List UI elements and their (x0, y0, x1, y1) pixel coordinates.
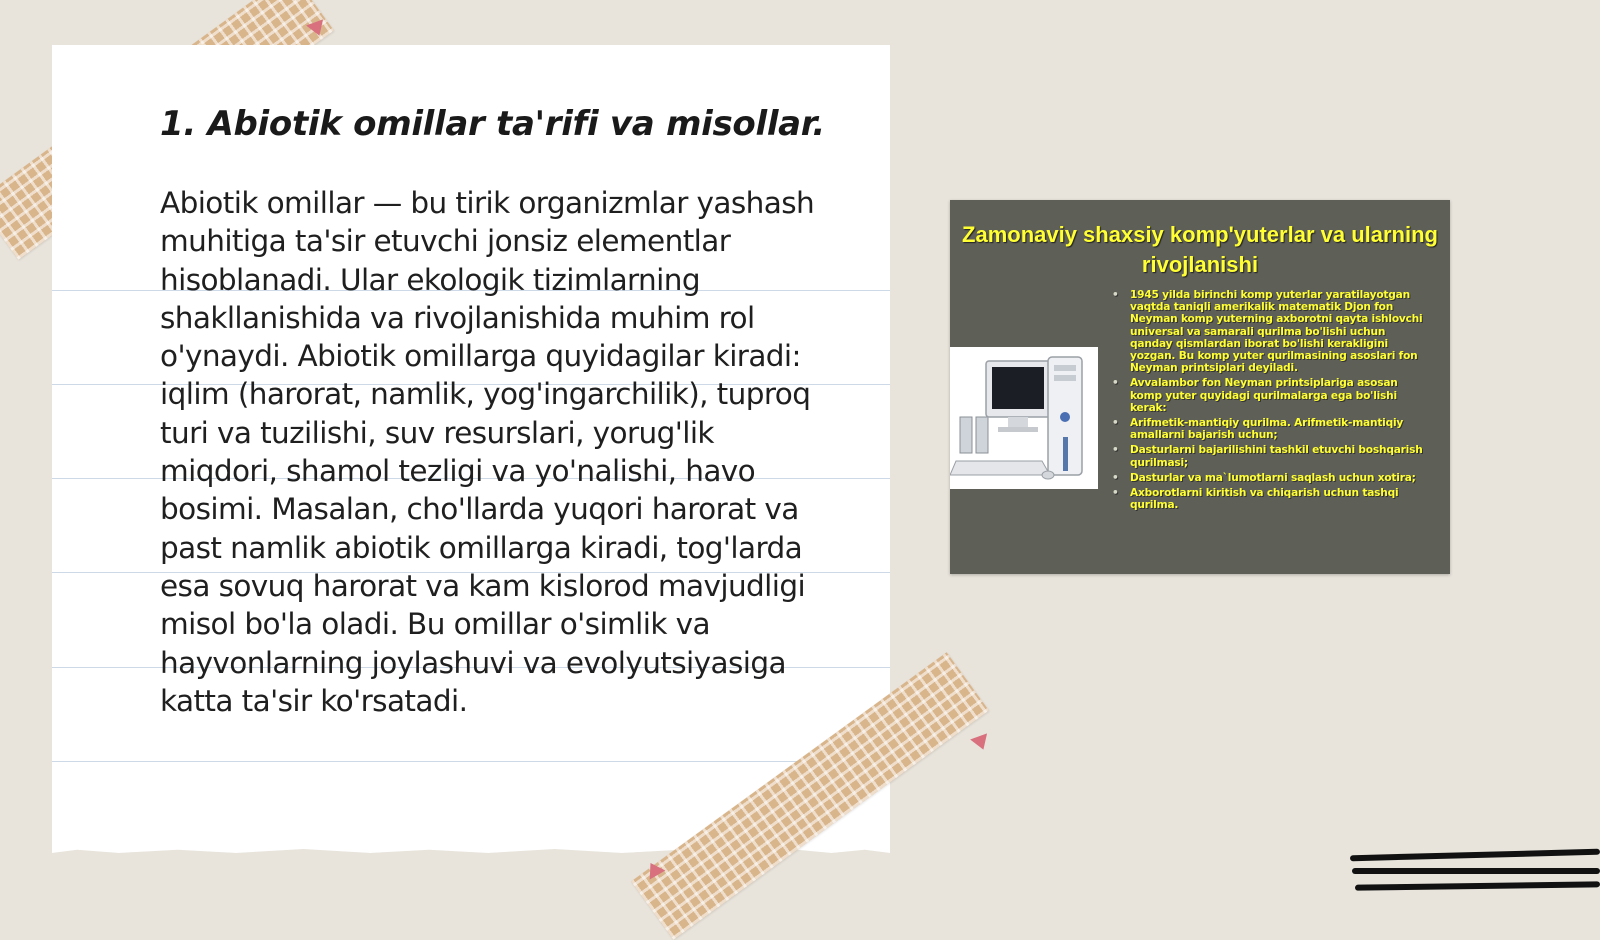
slide-bullet: • Dasturlarni bajarilishini tashkil etuvchi boshqarish qurilmasi; (1112, 444, 1427, 468)
note-body: Abiotik omillar — bu tirik organizmlar yashash muhitiga ta'sir etuvchi jonsiz elementlar hisoblanadi. Ular ekologik tizimlarning shakllanishida va rivojlanishida muhim rol o'ynaydi. Abiotik omillarga quyidagilar kiradi: iqlim (harorat, namlik, yog'ingarchilik), tuproq turi va tuzilishi, suv resurslari, yorug'lik miqdori, shamol tezligi va yo'nalishi, havo bosimi. Masalan, cho'llarda yuqori harorat va past namlik abiotik omillarga kiradi, tog'larda esa sovuq harorat va kam kislorod mavjudligi misol bo'la oladi. Bu omillar o'simlik va hayvonlarning joylashuvi va evolyutsiyasiga katta ta'sir ko'rsatadi. (160, 186, 815, 718)
slide-bullet: • Axborotlarni kiritish va chiqarish uchun tashqi qurilma. (1112, 487, 1427, 511)
paper-rule-line (52, 761, 890, 762)
pin-decoration (970, 733, 992, 752)
desktop-computer-image (950, 347, 1098, 489)
slide-bullet: • Avvalambor fon Neyman printsiplariga asosan komp yuter quyidagi qurilmalarga ega bo'lishi kerak: (1112, 377, 1427, 414)
brush-stroke (1355, 881, 1600, 890)
slide-bullet: • Arifmetik-mantiqiy qurilma. Arifmetik-mantiqiy amallarni bajarish uchun; (1112, 417, 1427, 441)
embedded-slide-image (950, 200, 1450, 574)
computer-icon (950, 347, 1098, 489)
brush-stroke (1350, 849, 1600, 862)
brush-stroke (1352, 868, 1600, 874)
note-title: 1. Abiotik omillar ta'rifi va misollar. (160, 104, 826, 144)
slide-bullet: • Dasturlar va ma`lumotlarni saqlash uchun xotira; (1112, 472, 1427, 484)
slide-bullet-list (1112, 289, 1427, 514)
slide-bullet: • 1945 yilda birinchi komp yuterlar yaratilayotgan vaqtda taniqli amerikalik matematik Djon fon Neyman komp yuterning axborotni qayta ishlovchi universal va samarali qurilma bo'lishi uchun qanday qismlardan iborat bo'lishi kerakligini yozgan. Bu komp yuter qurilmasining asoslari fon Neyman printsiplari deyiladi. (1112, 289, 1427, 374)
slide-title: Zamonaviy shaxsiy komp'yuterlar va ularning rivojlanishi (962, 222, 1438, 277)
